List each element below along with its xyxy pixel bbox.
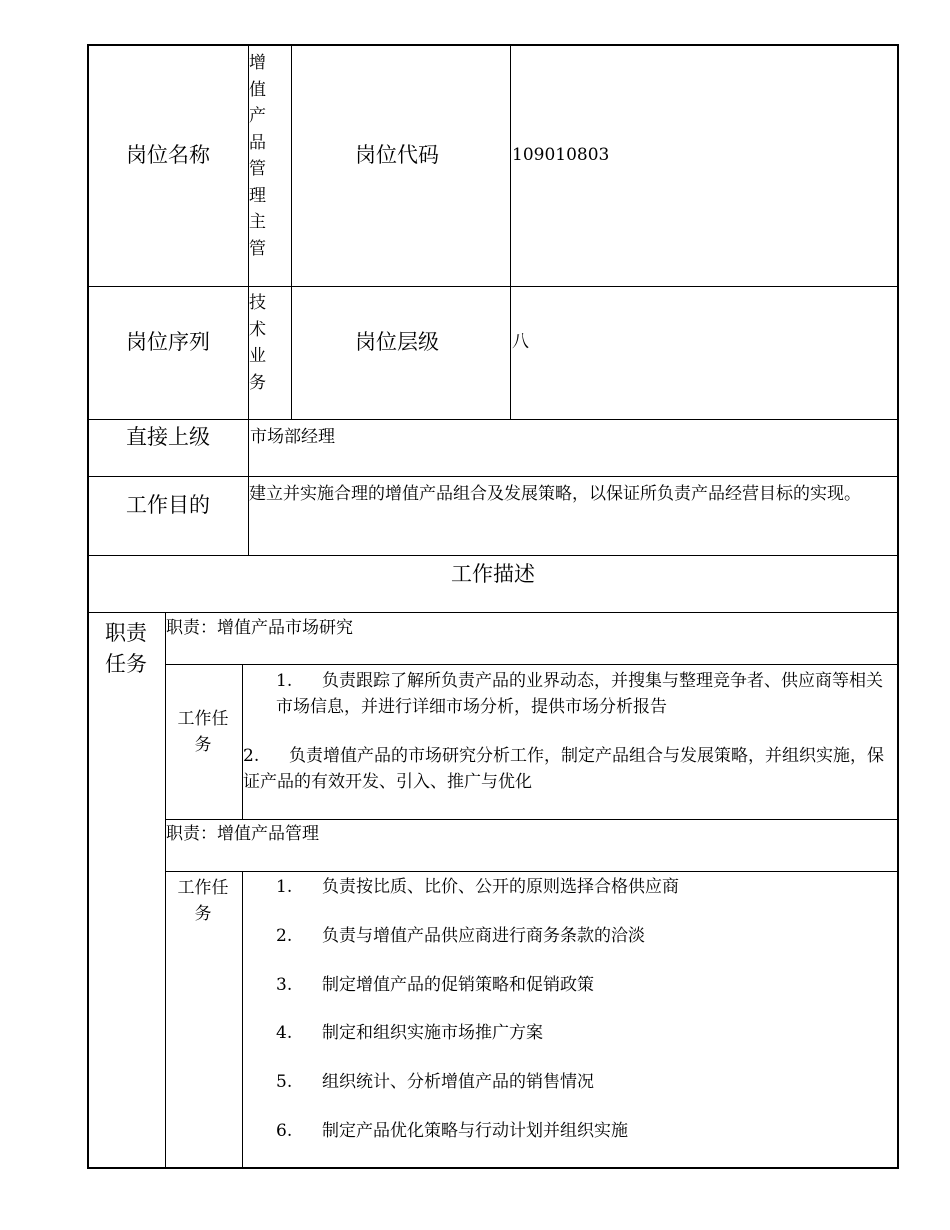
work-purpose-value: 建立并实施合理的增值产品组合及发展策略，以保证所负责产品经营目标的实现。 [249,484,861,504]
task-item: 2. 负责增值产品的市场研究分析工作，制定产品组合与发展策略，并组织实施，保证产品的有效开发、引入、推广与优化 [243,746,884,792]
work-purpose-label: 工作目的 [126,493,210,517]
task-item: 1. 负责按比质、比价、公开的原则选择合格供应商 [276,877,679,897]
direct-superior-label: 直接上级 [126,425,210,449]
direct-superior-value: 市场部经理 [250,427,335,447]
job-level-value: 八 [512,332,529,352]
task-label: 工作任务 [177,878,229,924]
duties-label: 职责任务 [105,621,147,676]
task-item: 4. 制定和组织实施市场推广方案 [276,1023,543,1043]
task-item: 2. 负责与增值产品供应商进行商务条款的洽淡 [276,926,645,946]
work-description-header: 工作描述 [451,562,535,586]
task-item: 5. 组织统计、分析增值产品的销售情况 [276,1072,594,1092]
job-title-value: 增值产品管理主管 [249,53,266,259]
task-item: 1. 负责跟踪了解所负责产品的业界动态，并搜集与整理竞争者、供应商等相关市场信息，并进行详细市场分析，提供市场分析报告 [276,671,883,717]
task-item: 3. 制定增值产品的促销策略和促销政策 [276,975,594,995]
duty-title: 职责：增值产品市场研究 [166,618,353,638]
job-code-label: 岗位代码 [355,143,439,167]
job-level-label: 岗位层级 [355,330,439,354]
job-code-value: 109010803 [512,145,610,165]
job-title-label: 岗位名称 [126,143,210,167]
duty-title: 职责：增值产品管理 [166,824,319,844]
task-label: 工作任务 [177,709,229,755]
job-series-label: 岗位序列 [126,330,210,354]
task-item: 6. 制定产品优化策略与行动计划并组织实施 [276,1121,628,1141]
job-series-value: 技术业务 [249,293,266,393]
